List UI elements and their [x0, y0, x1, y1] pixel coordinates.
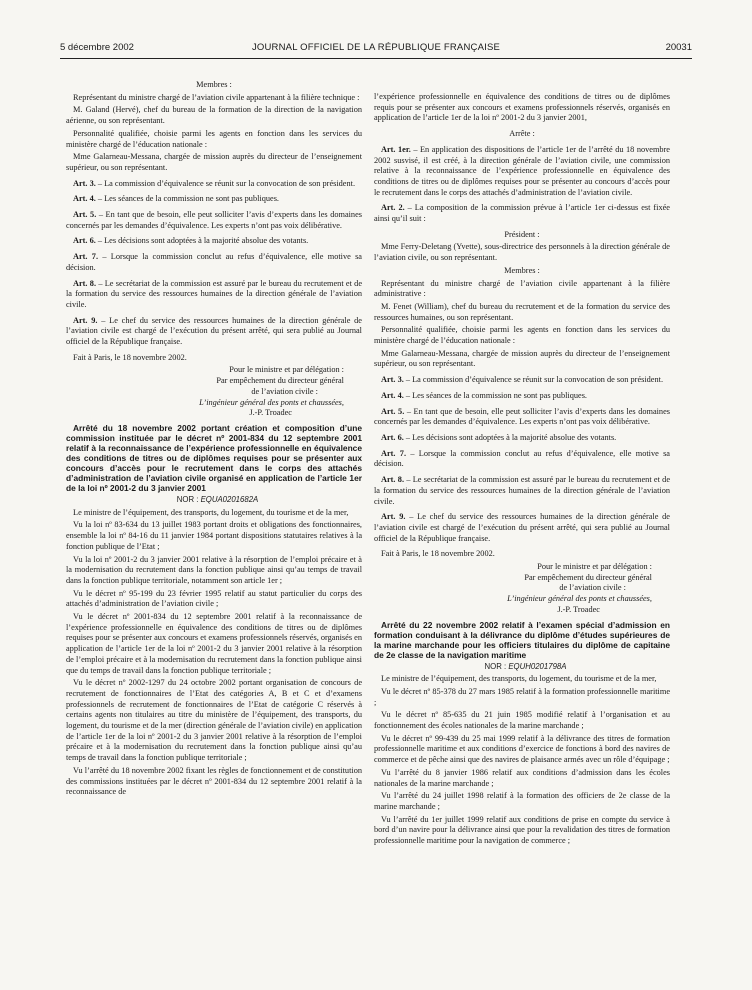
article-2 [374, 203, 670, 224]
header-date: 5 décembre 2002 [60, 42, 134, 53]
article-text: – Lorsque la commission conclut au refus d’équivalence, elle motive sa décision. [66, 252, 362, 272]
signatory-name: J.-P. Troadec [557, 604, 600, 614]
paragraph: Vu l’arrêté du 1er juillet 1999 relatif aux conditions de prise en compte du service à bord d’un navire pour la délivrance ainsi que pour la revalidation des titres de formation professionnelle maritime pour la navigation de commerce ; [374, 814, 670, 846]
paragraph: Vu le décret nº 2002-1297 du 24 octobre 2002 portant organisation de concours de recrutement de fonctionnaires de l’Etat des catégories A, B et C et d’examens professionnels de recrutement de fonctionnaires de l’Etat de catégorie C réservés à certains agents non titulaires au titre du ministère de l’équipement, des transports, du logement, du tourisme et de la mer (direction générale de l’aviation civile) en application de l’article 1er de la loi nº 2001-2 du 3 janvier 2001 relative à la résorption de l’emploi précaire et à la modernisation du recrutement dans la fonction publique ainsi qu’au temps de travail dans la fonction publique territoriale ; [66, 678, 362, 763]
signature-line: de l’aviation civile : [251, 386, 318, 396]
article-text: – Lorsque la commission conclut au refus d’équivalence, elle motive sa décision. [374, 448, 670, 469]
signature-line: Pour le ministre et par délégation : [229, 365, 344, 375]
article-3 [374, 375, 670, 386]
journal-title: JOURNAL OFFICIEL DE LA RÉPUBLIQUE FRANÇAISE [251, 42, 501, 53]
article-text: – Les séances de la commission ne sont pas publiques. [403, 390, 588, 400]
president-heading: Président : [504, 229, 540, 239]
article-label: Art. 7. [381, 448, 407, 458]
paragraph: Vu le décret nº 85-378 du 27 mars 1985 relatif à la formation professionnelle maritime ; [374, 686, 670, 707]
paragraph: Vu le décret nº 95-199 du 23 février 1995 relatif au statut particulier du corps des attachés d’administration de l’aviation civile ; [66, 588, 362, 609]
article-label: Art. 2. [381, 203, 405, 213]
paragraph: Mme Ferry-Deletang (Yvette), sous-directrice des personnels à la direction générale de l’aviation civile, ou son représentant. [374, 242, 670, 263]
arrete-heading: Arrête : [509, 129, 535, 139]
article-label: Art. 6. [381, 432, 404, 442]
signature-date: Fait à Paris, le 18 novembre 2002. [73, 352, 187, 362]
nor-label: NOR : [176, 494, 201, 504]
paragraph: Vu le décret nº 99-439 du 25 mai 1999 relatif à la délivrance des titres de formation professionnelle maritime et aux conditions d’exercice de fonctions à bord des navires de commerce et de pêche ainsi que des navires de plaisance armés avec un rôle d’équipage ; [374, 733, 670, 765]
article-text: – Les décisions sont adoptées à la majorité absolue des votants. [403, 432, 617, 442]
nor-code: EQUA0201682A [200, 494, 259, 504]
signature-line: Par empêchement du directeur général [216, 376, 344, 386]
article-label: Art. 6. [73, 236, 96, 246]
right-column [374, 92, 670, 849]
article-text: – Les séances de la commission ne sont pas publiques. [95, 194, 280, 204]
article-label: Art. 3. [73, 178, 96, 188]
article-5 [66, 210, 362, 231]
paragraph: Le ministre de l’équipement, des transports, du logement, du tourisme et de la mer, [381, 674, 657, 684]
article-label: Art. 8. [73, 278, 97, 288]
article-4 [374, 391, 670, 402]
article-6 [66, 236, 362, 247]
article-text: – Les décisions sont adoptées à la majorité absolue des votants. [95, 236, 309, 246]
article-text: – Le chef du service des ressources humaines de la direction générale de l’aviation civile est chargé de l’exécution du présent arrêté, qui sera publié au Journal officiel de la République française. [66, 315, 362, 347]
signature-line: Par empêchement du directeur général [524, 572, 652, 582]
decree-title: Arrêté du 18 novembre 2002 portant création et composition d’une commission instituée par le décret nº 2001-834 du 12 septembre 2001 relatif à la reconnaissance de l’expérience professionnelle en équivalence des conditions de titres ou de diplômes requises pour se présenter aux concours d’accès pour le recrutement dans le corps des attachés d’administration de l’aviation civile organisé en application de l’article 1er de la loi nº 2001-2 du 3 janvier 2001 [66, 422, 362, 493]
article-label: Art. 9. [381, 512, 406, 522]
article-text: – En application des dispositions de l’article 1er de l’arrêté du 18 novembre 2002 susvisé, il est créé, à la direction générale de l’aviation civile, une commission relative à la reconnaissance de l’expérience professionnelle en équivalence des conditions de titres ou de diplômes requises pour se présenter au concours d’accès pour le recrutement dans le corps des attachés d’administration de l’aviation civile. [374, 144, 670, 197]
paragraph: Personnalité qualifiée, choisie parmi les agents en fonction dans les services du ministère chargé de l’éducation nationale : [66, 128, 362, 149]
paragraph: Vu l’arrêté du 24 juillet 1998 relatif à la formation des officiers de 2e classe de la marine marchande ; [374, 791, 670, 811]
left-column [66, 80, 362, 800]
paragraph: M. Fenet (William), chef du bureau du recrutement et de la formation du service des ressources humaines, ou son représentant. [374, 301, 670, 322]
article-6 [374, 433, 670, 444]
article-7 [66, 252, 362, 273]
article-text: – En tant que de besoin, elle peut solliciter l’avis d’experts dans les domaines concernés par les demandes d’équivalence. Les experts n’ont pas voix délibérative. [66, 210, 362, 230]
article-label: Art. 8. [381, 475, 405, 485]
paragraph: Mme Galarneau-Messana, chargée de mission auprès du directeur de l’enseignement supérieur, ou son représentant. [374, 348, 670, 369]
header-rule [60, 58, 692, 59]
article-text: – En tant que de besoin, elle peut solliciter l’avis d’experts dans les domaines concernés par les demandes d’équivalence. Les experts n’ont pas voix délibérative. [374, 406, 670, 427]
paragraph: Vu la loi nº 2001-2 du 3 janvier 2001 relative à la résorption de l’emploi précaire et à la modernisation du recrutement dans la fonction publique ainsi qu’au temps de travail dans la fonction publique territoriale, notamment son article 1er ; [66, 554, 362, 585]
paragraph: l’expérience professionnelle en équivalence des conditions de titres ou de diplômes requis pour se présenter aux concours et examens professionnels réservés, organisés en application de l’article 1er de la loi nº 2001-2 du 3 janvier 2001, [374, 92, 670, 123]
article-7 [374, 449, 670, 470]
paragraph: Mme Galarneau-Messana, chargée de mission auprès du directeur de l’enseignement supérieur, ou son représentant. [66, 152, 362, 172]
signatory-name: J.-P. Troadec [249, 408, 292, 418]
article-5 [374, 407, 670, 428]
article-text: – La commission d’équivalence se réunit sur la convocation de son président. [403, 375, 664, 385]
article-label: Art. 3. [381, 375, 404, 385]
article-9 [374, 512, 670, 544]
nor-reference [374, 662, 670, 673]
page-header [60, 42, 692, 56]
paragraph: Vu l’arrêté du 8 janvier 1986 relatif aux conditions d’admission dans les écoles nationales de la marine marchande ; [374, 767, 670, 788]
article-text: – Le secrétariat de la commission est assuré par le bureau du recrutement et de la formation du service des ressources humaines de la direction générale de l’aviation civile. [66, 278, 363, 309]
article-label: Art. 5. [73, 210, 97, 220]
members-heading: Membres : [196, 80, 232, 89]
article-text: – Le secrétariat de la commission est assuré par le bureau du recrutement et de la formation du service des ressources humaines de la direction générale de l’aviation civile. [374, 475, 671, 506]
signature-date: Fait à Paris, le 18 novembre 2002. [381, 549, 495, 559]
nor-label: NOR : [484, 661, 509, 671]
article-4 [66, 194, 362, 205]
paragraph: Représentant du ministre chargé de l’aviation civile appartenant à la filière technique : [73, 92, 360, 102]
article-label: Art. 7. [73, 252, 99, 262]
paragraph: Représentant du ministre chargé de l’aviation civile appartenant à la filière administrative : [374, 278, 670, 299]
article-label: Art. 9. [73, 315, 98, 325]
article-text: – La commission d’équivalence se réunit sur la convocation de son président. [95, 178, 356, 188]
article-label: Art. 4. [381, 390, 404, 400]
article-8 [374, 475, 670, 507]
article-label: Art. 5. [381, 406, 405, 416]
signature-title: L’ingénieur général des ponts et chaussées, [199, 397, 344, 407]
article-text: – Le chef du service des ressources humaines de la direction générale de l’aviation civile est chargé de l’exécution du présent arrêté, qui sera publié au Journal officiel de la République française. [374, 512, 670, 543]
page-number: 20031 [665, 42, 692, 53]
paragraph: M. Galand (Hervé), chef du bureau de la formation de la direction de la navigation aérienne, ou son représentant. [66, 105, 362, 126]
signature-line: de l’aviation civile : [559, 583, 626, 593]
paragraph: Vu le décret nº 85-635 du 21 juin 1985 modifié relatif à l’organisation et au fonctionnement des écoles nationales de la marine marchande ; [374, 710, 670, 731]
paragraph: Vu la loi nº 83-634 du 13 juillet 1983 portant droits et obligations des fonctionnaires, ensemble la loi nº 84-16 du 11 janvier 1984 portant dispositions statutaires relatives à la fonction publique de l’Etat ; [66, 520, 362, 551]
nor-reference [66, 495, 362, 506]
article-label: Art. 1er. [381, 144, 411, 154]
paragraph: Le ministre de l’équipement, des transports, du logement, du tourisme et de la mer, [73, 507, 349, 517]
paragraph: Personnalité qualifiée, choisie parmi les agents en fonction dans les services du ministère chargé de l’éducation nationale : [374, 325, 670, 346]
article-text: – La composition de la commission prévue à l’article 1er ci-dessus est fixée ainsi qu’il suit : [374, 203, 670, 224]
nor-code: EQUH0201798A [508, 661, 567, 671]
article-label: Art. 4. [73, 194, 96, 204]
signature-title: L’ingénieur général des ponts et chaussées, [507, 594, 652, 604]
article-9 [66, 316, 362, 348]
article-8 [66, 279, 362, 311]
members-heading: Membres : [504, 265, 540, 275]
article-3 [66, 179, 362, 190]
paragraph: Vu le décret nº 2001-834 du 12 septembre 2001 relatif à la reconnaissance de l’expérience professionnelle en équivalence des conditions de titres ou de diplômes requises pour se présenter aux concours et examens professionnels réservés, organisés en application de l’article 1er de la loi nº 2001-2 du 3 janvier 2001 relative à la résorption de l’emploi précaire et à la modernisation du recrutement dans la fonction publique ainsi que du temps de travail dans la fonction publique territoriale ; [66, 612, 362, 675]
signature-line: Pour le ministre et par délégation : [537, 562, 652, 572]
decree-title: Arrêté du 22 novembre 2002 relatif à l’examen spécial d’admission en formation conduisant à la délivrance du diplôme d’études supérieures de la marine marchande pour les officiers titulaires du diplôme de capitaine de 2e classe de la navigation maritime [374, 619, 670, 660]
paragraph: Vu l’arrêté du 18 novembre 2002 fixant les règles de fonctionnement et de constitution des commissions instituées par le décret nº 2001-834 du 12 septembre 2001 relatif à la reconnaissance de [66, 765, 362, 797]
article-1 [374, 145, 670, 199]
